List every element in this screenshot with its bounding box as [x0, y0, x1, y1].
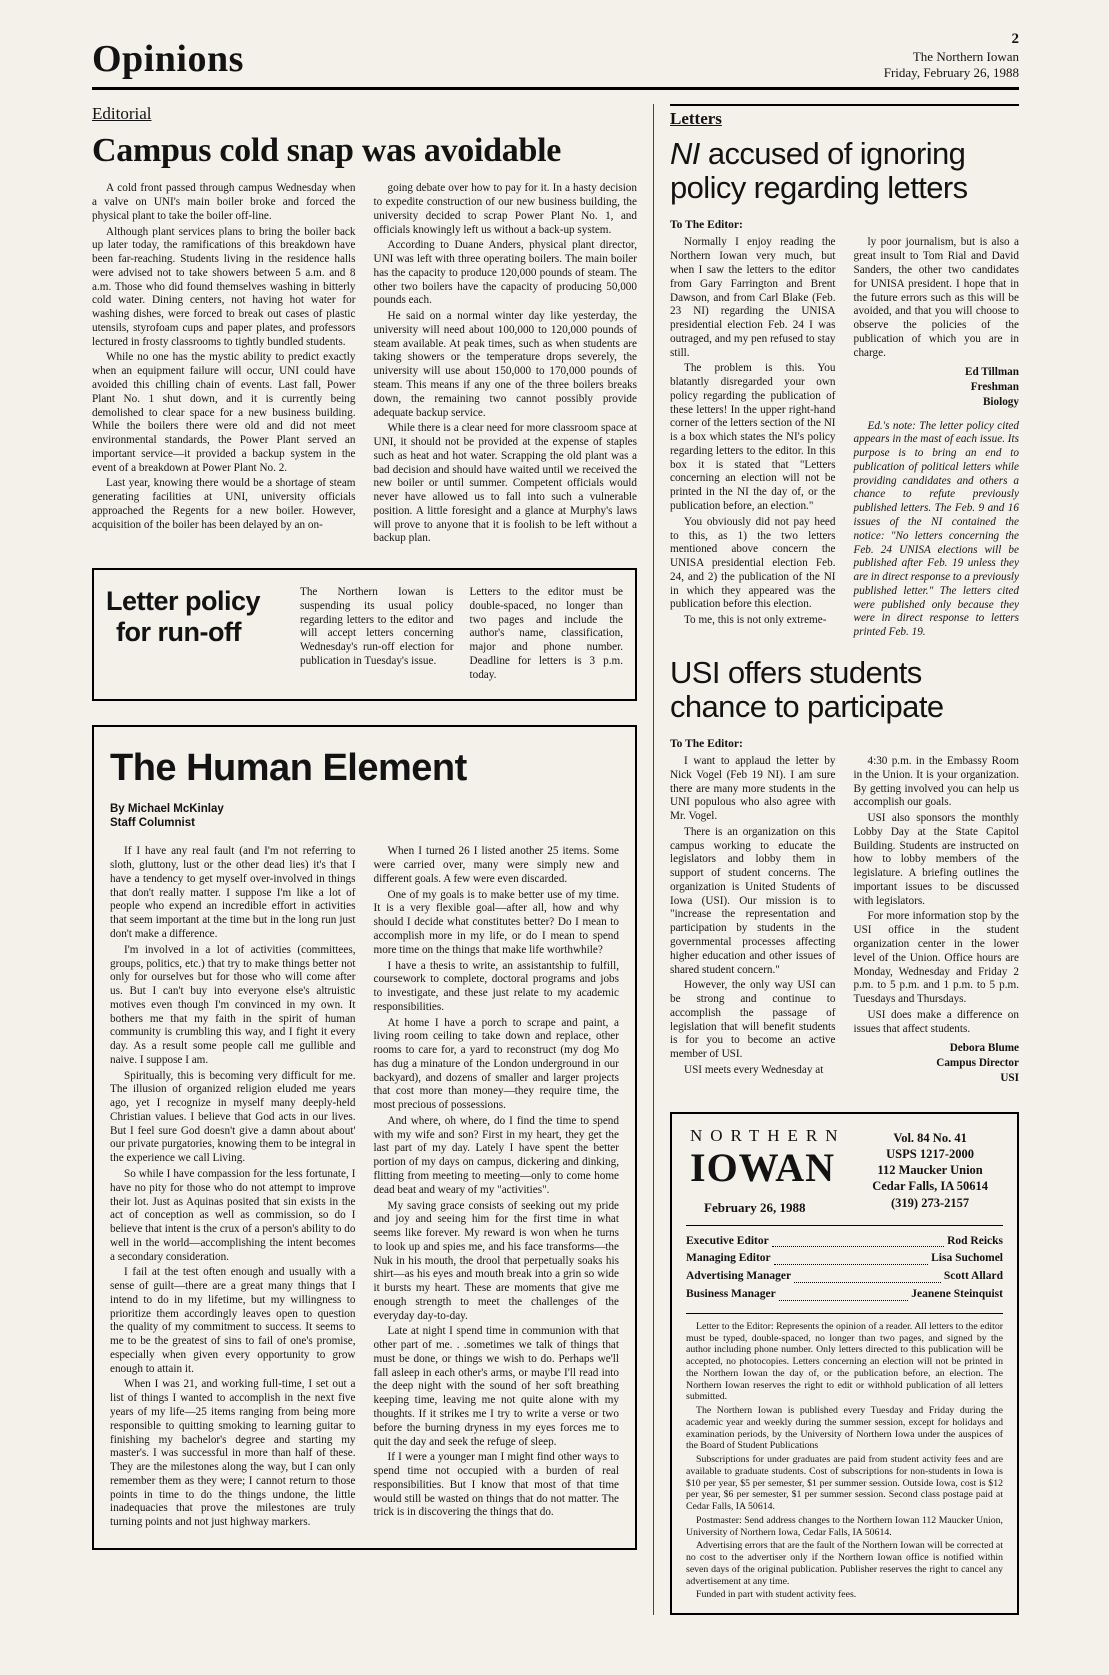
masthead-date: February 26, 1988	[704, 1199, 806, 1215]
page-header	[92, 30, 1019, 81]
letters-section-header	[670, 104, 1019, 129]
editorial-kicker: Editorial	[92, 104, 152, 124]
letter1-signature	[854, 366, 1020, 409]
paragraph: At home I have a porch to scrape and paint, a living room ceiling to take down and replace, other rooms to care for, a yard to reconstruct (my dog Mo has dug a minature of the London underground in our backyard), and dozens of smaller and larger projects that cost more than money—they require time, the most precious of possessions.	[373, 1016, 619, 1112]
paragraph: While no one has the mystic ability to predict exactly when an equipment failure will occur, UNI could have avoided this chilling chain of events. Last fall, Power Plant No. 1 shut down, and it is currently being demolished to clear space for a new business building. While the boilers there were old and did not meet environmental standards, the Power Plant served an important service—it provided a backup system in the event of a breakdown at Power Plant No. 2.	[92, 351, 356, 474]
letter-policy-title-line1: Letter policy	[106, 586, 261, 617]
paragraph: When I was 21, and working full-time, I set out a list of things I wanted to accomplish in the next five years of my life—25 items ranging from being more responsible to quitting smoking to learning guitar to finishing my bachelor's degree and starting my master's. I was successful in more than half of these. They are the milestones along the way, but I can only remember them as they were; I cannot return to those points in time to do the things undone, the little inadequacies that prove the milestones are truly turning points and not just highway markers.	[110, 1378, 356, 1529]
letter1-salutation: To The Editor:	[670, 219, 743, 232]
staff-role: Advertising Manager	[686, 1270, 792, 1283]
paragraph: I have a thesis to write, an assistantship to fulfill, coursework to complete, doctoral programs and jobs to investigate, and these just relate to my academic responsibilities.	[373, 959, 619, 1013]
paragraph: If I were a younger man I might find other ways to spend time not occupied with a burden of real responsibilities. But I know that most of that time would still be wasted on things that do not matter. The trick is in discovering the things that do.	[373, 1451, 619, 1519]
staff-row	[686, 1286, 1003, 1304]
masthead-rule	[686, 1225, 1003, 1226]
paragraph: To me, this is not only extreme-	[684, 614, 827, 627]
paragraph: 4:30 p.m. in the Embassy Room in the Union. It is your organization. By getting involved you can help us accomplish our goals.	[853, 755, 1019, 809]
paragraph: According to Duane Anders, physical plant director, UNI was left with three operating boilers. The main boiler has the capacity to produce 120,000 pounds of steam. The other two boilers have the capacity of producing 50,000 pounds each.	[373, 239, 637, 307]
letters-section	[653, 104, 1019, 1615]
paragraph: So while I have compassion for the less fortunate, I have no pity for those who do not attempt to improve their lot. Just as Aquinas posited that sin exists in the act of conception as well as commission, so do I believe that intent is the crux of a person's ability to do well in the world—accomplishing the intent becomes a secondary consideration.	[110, 1168, 356, 1263]
paragraph: I want to applaud the letter by Nick Vogel (Feb 19 NI). I am sure there are many more students in the UNI populous who also agree with Mr. Vogel.	[670, 755, 836, 823]
paragraph: Normally I enjoy reading the Northern Iowan very much, but when I saw the letters to the editor from Gary Farrington and Brent Dawson, and from Carl Blake (Feb. 23 NI) regarding the UNISA presidential election Feb. 24 I was outraged, and my pen refused to stay still.	[670, 236, 836, 359]
paragraph: Ed Tillman	[965, 366, 1019, 379]
staff-name: Lisa Suchomel	[931, 1252, 1003, 1265]
masthead-box	[670, 1112, 1019, 1616]
paragraph: Late at night I spend time in communion with that other part of me. . .sometimes we talk of things that must be done, or things we wish to do. Perhaps we'll fall asleep in each other's arms, or maybe I'll read into the deep night with the sound of her soft breathing keeping time, leaving me not quite alone with my thoughts. If it strikes me I try to write a verse or two before the burning dryness in my eyes forces me to quit the day and seek the refuge of sleep.	[373, 1325, 619, 1448]
paragraph: And where, oh where, do I find the time to spend with my wife and son? First in my heart, they get the last part of my day. Lately I have spent the better portion of my days on campus, dickering and dinking, flitting from meeting to meeting—only to come home dead beat and weary of my "activities".	[373, 1114, 619, 1196]
staff-role: Managing Editor	[686, 1252, 771, 1265]
human-element-column-2	[374, 845, 620, 1532]
paragraph: The problem is this. You blatantly disregarded your own policy regarding the publication of these letters! In the upper right-hand corner of the letters section of the NI is a box which states the NI's policy regarding letters to the editor. In this box it is stated that "Letters concerning an election will not be printed in the NI the day of, or the publication before, an election."	[670, 362, 836, 512]
paragraph: USI does make a difference on issues that affect students.	[853, 1008, 1019, 1035]
paragraph: For more information stop by the USI office in the student organization center in the lower level of the Union. Office hours are Monday, Wednesday and Friday 2 p.m. to 5 p.m. and 1 p.m. to 5 p.m. Tuesdays and Thursdays.	[853, 910, 1019, 1006]
paragraph: Although plant services plans to bring the boiler back up later today, the ramifications of this breakdown have been far-reaching. Students living in the residence halls were advised not to take showers between 5 a.m. and 8 a.m. Those who did found themselves washing in bitterly cold water. Dining centers, not having hot water for washing dishes, were forced to break out cases of plastic utensils, styrofoam cups and paper plates, and professors lectured in frosty classrooms to tightly bundled students.	[92, 225, 356, 348]
editorial-headline: Campus cold snap was avoidable	[92, 132, 562, 170]
paragraph: ly poor journalism, but is also a great insult to Tom Rial and David Sanders, the other two candidates for UNISA president. I hope that in the future errors such as this will be avoided, and that you will choose to observe the policies of the publication of which you are in charge.	[853, 236, 1019, 359]
letter-policy-text-1: The Northern Iowan is suspending its usual policy regarding letters to the editor and will accept letters concerning Wednesday's run-off election for publication in Tuesday's issue.	[300, 586, 454, 667]
paragraph: He said on a normal winter day like yesterday, the university will need about 100,000 to 120,000 pounds of steam available. At peak times, such as when students are taking showers or the temperature drops severely, the university will use about 150,000 to 170,000 pounds of steam. This means if any one of the three boilers breaks down, the remaining two cannot possibly provide adequate backup service.	[373, 310, 637, 419]
letter1-headline-italic: NI	[670, 136, 700, 172]
masthead-top	[686, 1126, 1003, 1216]
paragraph: USI	[1000, 1071, 1019, 1084]
staff-name: Rod Reicks	[947, 1234, 1003, 1247]
paragraph: USPS 1217-2000	[886, 1146, 974, 1161]
paragraph: However, the only way USI can be strong and continue to accomplish the passage of legislation that will benefit students is for you to become an active member of USI.	[670, 979, 836, 1061]
paragraph: Last year, knowing there would be a shortage of steam generating facilities at UNI, university officials approached the Regents for a new boiler. However, acquisition of the boiler has been delayed by an on-	[92, 477, 356, 531]
staff-role: Business Manager	[686, 1288, 776, 1301]
paragraph: While there is a clear need for more classroom space at UNI, it should not be provided at the expense of staples such as heat and hot water. Scrapping the old plant was a bad decision and should have waited until we received the new boiler or until summer. Competent officials would never have allowed us to fall into such a vulnerable position. A little foresight and a glance at Murphy's laws will prove to anyone that it is foolish to be left without a backup plan.	[373, 422, 637, 545]
paragraph: You obviously did not pay heed to this, as 1) the two letters mentioned above concern the UNISA presidential election Feb. 24, and 2) the publication of the NI in which they appeared was the publication before this election.	[670, 515, 836, 611]
byline	[110, 802, 619, 832]
dot-leader	[779, 1286, 909, 1301]
staff-list	[686, 1233, 1003, 1304]
dot-leader	[794, 1268, 941, 1283]
letter1-headline	[670, 137, 1019, 205]
paragraph: When I turned 26 I listed another 25 items. Some were carried over, many were simply new and different goals. A few were even discarded.	[373, 845, 619, 885]
paragraph: Subscriptions for under graduates are paid from student activity fees and are available to graduate students. Cost of subscriptions for non-students in Iowa is $10 per year, $5 per semester, $1 per summer session. Outside Iowa, cost is $12 per year, $6 per semester, $1 per summer session. Second class postage paid at Cedar Falls, IA 50614.	[686, 1454, 1003, 1513]
left-section	[92, 104, 637, 1550]
page-content	[92, 104, 1019, 1615]
paragraph: Spiritually, this is becoming very difficult for me. The illusion of organized religion eluded me years ago, yet I recognize in myself many deeply-held Christian values. I believe that God acts in our lives. But I feel sure God doesn't give a damn about about' our private purgatories, knowing them to be integral in the experience we call Living.	[110, 1069, 356, 1165]
staff-name: Scott Allard	[943, 1270, 1003, 1283]
letter-policy-title-line2: for run-off	[116, 617, 241, 648]
letter-policy-box	[92, 568, 637, 700]
letter2-signature	[854, 1042, 1020, 1085]
letter1-column-2-text	[854, 236, 1020, 360]
header-meta	[884, 30, 1019, 81]
editorial-body	[92, 182, 637, 548]
byline-title: Staff Columnist	[110, 817, 195, 830]
byline-author: By Michael McKinlay	[110, 802, 224, 815]
human-element-column-1	[110, 845, 356, 1532]
letter-policy-text-2: Letters to the editor must be double-spaced, no longer than two pages and include the author's name, classification, major and phone number. Deadline for letters is 3 p.m. today.	[469, 586, 623, 681]
staff-row	[686, 1250, 1003, 1268]
paragraph: Campus Director	[936, 1057, 1019, 1070]
staff-row	[686, 1233, 1003, 1251]
paragraph: Advertising errors that are the fault of the Northern Iowan will be corrected at no cost to the advertiser only if the Northern Iowan office is notified within seven days of the original publication. Publisher reserves the right to cancel any advertisement at any time.	[686, 1540, 1003, 1587]
masthead-rule	[686, 1313, 1003, 1314]
paragraph: A cold front passed through campus Wednesday when a valve on UNI's main boiler broke and forced the physical plant to take the boiler off-line.	[92, 182, 356, 222]
masthead-policy-text	[686, 1321, 1003, 1601]
paragraph: going debate over how to pay for it. In a hasty decision to expedite construction of our new business building, the university decided to scrap Power Plant No. 1, and officials knowingly left us without a back-up system.	[373, 182, 637, 236]
letters-kicker: Letters	[670, 109, 722, 129]
paragraph: If I have any real fault (and I'm not referring to sloth, gluttony, lust or the other dead lies) it's that I have a tendency to get myself over-involved in things that don't really matter. I suppose I'm like a lot of people who expend an incredible effort in activities that seem important at the time but in the long run just don't make a difference.	[110, 845, 356, 940]
section-title: Opinions	[92, 38, 244, 81]
letter2-headline-line2: chance to participate	[670, 688, 944, 724]
letter2-column-2-text	[854, 755, 1020, 1036]
human-element-article	[92, 725, 637, 1550]
paragraph: Freshman	[970, 381, 1019, 394]
letter2-body	[670, 755, 1019, 1096]
letter2	[670, 656, 1019, 1096]
masthead-name-bottom: IOWAN	[690, 1144, 836, 1190]
editorial-column-2	[374, 182, 638, 548]
paragraph: Vol. 84 No. 41	[893, 1130, 967, 1145]
paragraph: Biology	[982, 395, 1019, 408]
paragraph: 112 Maucker Union	[877, 1163, 983, 1178]
letter2-salutation: To The Editor:	[670, 738, 743, 751]
paragraph: One of my goals is to make better use of my time. It is a very flexible goal—after all, how and why should I decide what constitutes better? Do I mean to accomplish more in my life, or do I mean to spend more time on the things that make life worthwhile?	[373, 888, 619, 956]
human-element-headline: The Human Element	[110, 746, 467, 789]
letter1-headline-line2: policy regarding letters	[670, 170, 968, 206]
paragraph: I fail at the test often enough and usually with a sense of guilt—there are a great many things that I intend to do in my lifetime, but my willingness to prioritize them accordingly leaves open to question the quality of my commitment to success. It seems to me to be the greatest of sins to fail of one's promise, especially when given every opportunity to grow enough to attain it.	[110, 1266, 356, 1375]
page-number: 2	[1011, 31, 1019, 47]
letter2-headline	[670, 656, 1019, 724]
letter-policy-title	[106, 586, 284, 648]
staff-role: Executive Editor	[686, 1234, 769, 1247]
header-rule	[92, 87, 1019, 90]
paragraph: The Northern Iowan is published every Tuesday and Friday during the academic year and weekly during the summer session, except for holidays and examination periods, by the University of Northern Iowa under the auspices of the Board of Student Publications	[686, 1405, 1003, 1452]
paragraph: Letter to the Editor: Represents the opinion of a reader. All letters to the editor must be typed, double-spaced, no longer than two pages, and signed by the author including phone number. Only letters directed to this publication will be accepted, no photocopies. Letters concerning an election will not be printed in the Northern Iowan the day of, or the publication before, an election. The Northern Iowan reserves the right to edit or withhold publication of all letters submitted.	[686, 1320, 1003, 1403]
staff-row	[686, 1268, 1003, 1286]
paper-name: The Northern Iowan	[912, 48, 1019, 64]
letter1-column-2	[854, 236, 1020, 641]
paragraph: Cedar Falls, IA 50614	[872, 1179, 988, 1194]
paragraph: USI meets every Wednesday at	[684, 1063, 824, 1076]
human-element-body	[110, 845, 619, 1532]
paragraph: Debora Blume	[949, 1042, 1019, 1055]
dot-leader	[772, 1233, 944, 1248]
dot-leader	[774, 1250, 928, 1265]
paragraph: My saving grace consists of seeking out my pride and joy and seeing him for the first time in what seems like forever. My reward is won when he turns to look up and spies me, and his face transforms—the Nuk in his mouth, the drool that perpetually soaks his shirt—as his eyes and mouth break into a grin so wide it bursts my heart. These are moments that give me enough strength to meet the challenges of the everyday day-to-day.	[373, 1199, 619, 1322]
paragraph: I'm involved in a lot of activities (committees, groups, politics, etc.) that try to make things better not only for ourselves but for those who will come after us. But I can't buy into everyone else's altruistic motives even though I'm convinced in my own. It bothers me that my faith in the spirit of human community is crumbling this way, and I fight it every day. As a result some people call me gullible and naive. I suppose I am.	[110, 943, 356, 1066]
letter2-column-1	[670, 755, 836, 1096]
editorial-column-1	[92, 182, 356, 548]
letter2-column-2	[854, 755, 1020, 1096]
letter1-column-1	[670, 236, 836, 641]
paragraph: There is an organization on this campus working to educate the legislators and lobby them in support of student concerns. The organization is United Students of Iowa (USI). Our mission is to "increase the representation and participation by students in the governmental processes affecting higher education and other issues of shared student concern."	[670, 825, 836, 976]
paragraph: (319) 273-2157	[891, 1195, 970, 1210]
letter2-headline-line1: USI offers students	[670, 654, 922, 690]
masthead-nameplate	[686, 1126, 857, 1216]
letter1-body	[670, 236, 1019, 641]
staff-name: Jeanene Steinquist	[911, 1288, 1003, 1301]
masthead-name-top: NORTHERN	[690, 1125, 846, 1145]
letter1-headline-line1: accused of ignoring	[699, 136, 966, 172]
paragraph: USI also sponsors the monthly Lobby Day at the State Capitol Building. Students are instructed on how to lobby members of the legislature. A briefing outlines the important issues to be discussed with legislators.	[853, 812, 1019, 907]
editors-note	[854, 420, 1020, 640]
masthead-info	[857, 1126, 1003, 1216]
paragraph: Postmaster: Send address changes to the Northern Iowan 112 Maucker Union, University of Northern Iowa, Cedar Falls, IA 50614.	[686, 1514, 1003, 1538]
paragraph: Ed.'s note: The letter policy cited appears in the mast of each issue. Its purpose is to bring an end to publication of political letters while providing candidates and others a chance to refute previously published letters. The Feb. 9 and 16 issues of the NI contained the notice: "No letters concerning the Feb. 24 UNISA elections will be published after Feb. 19 unless they are in direct response to a previously published letter." The letters cited were published only because they were in direct response to letters printed Feb. 19.	[853, 419, 1019, 639]
issue-date: Friday, February 26, 1988	[883, 65, 1019, 80]
paragraph: Funded in part with student activity fees.	[696, 1589, 857, 1601]
